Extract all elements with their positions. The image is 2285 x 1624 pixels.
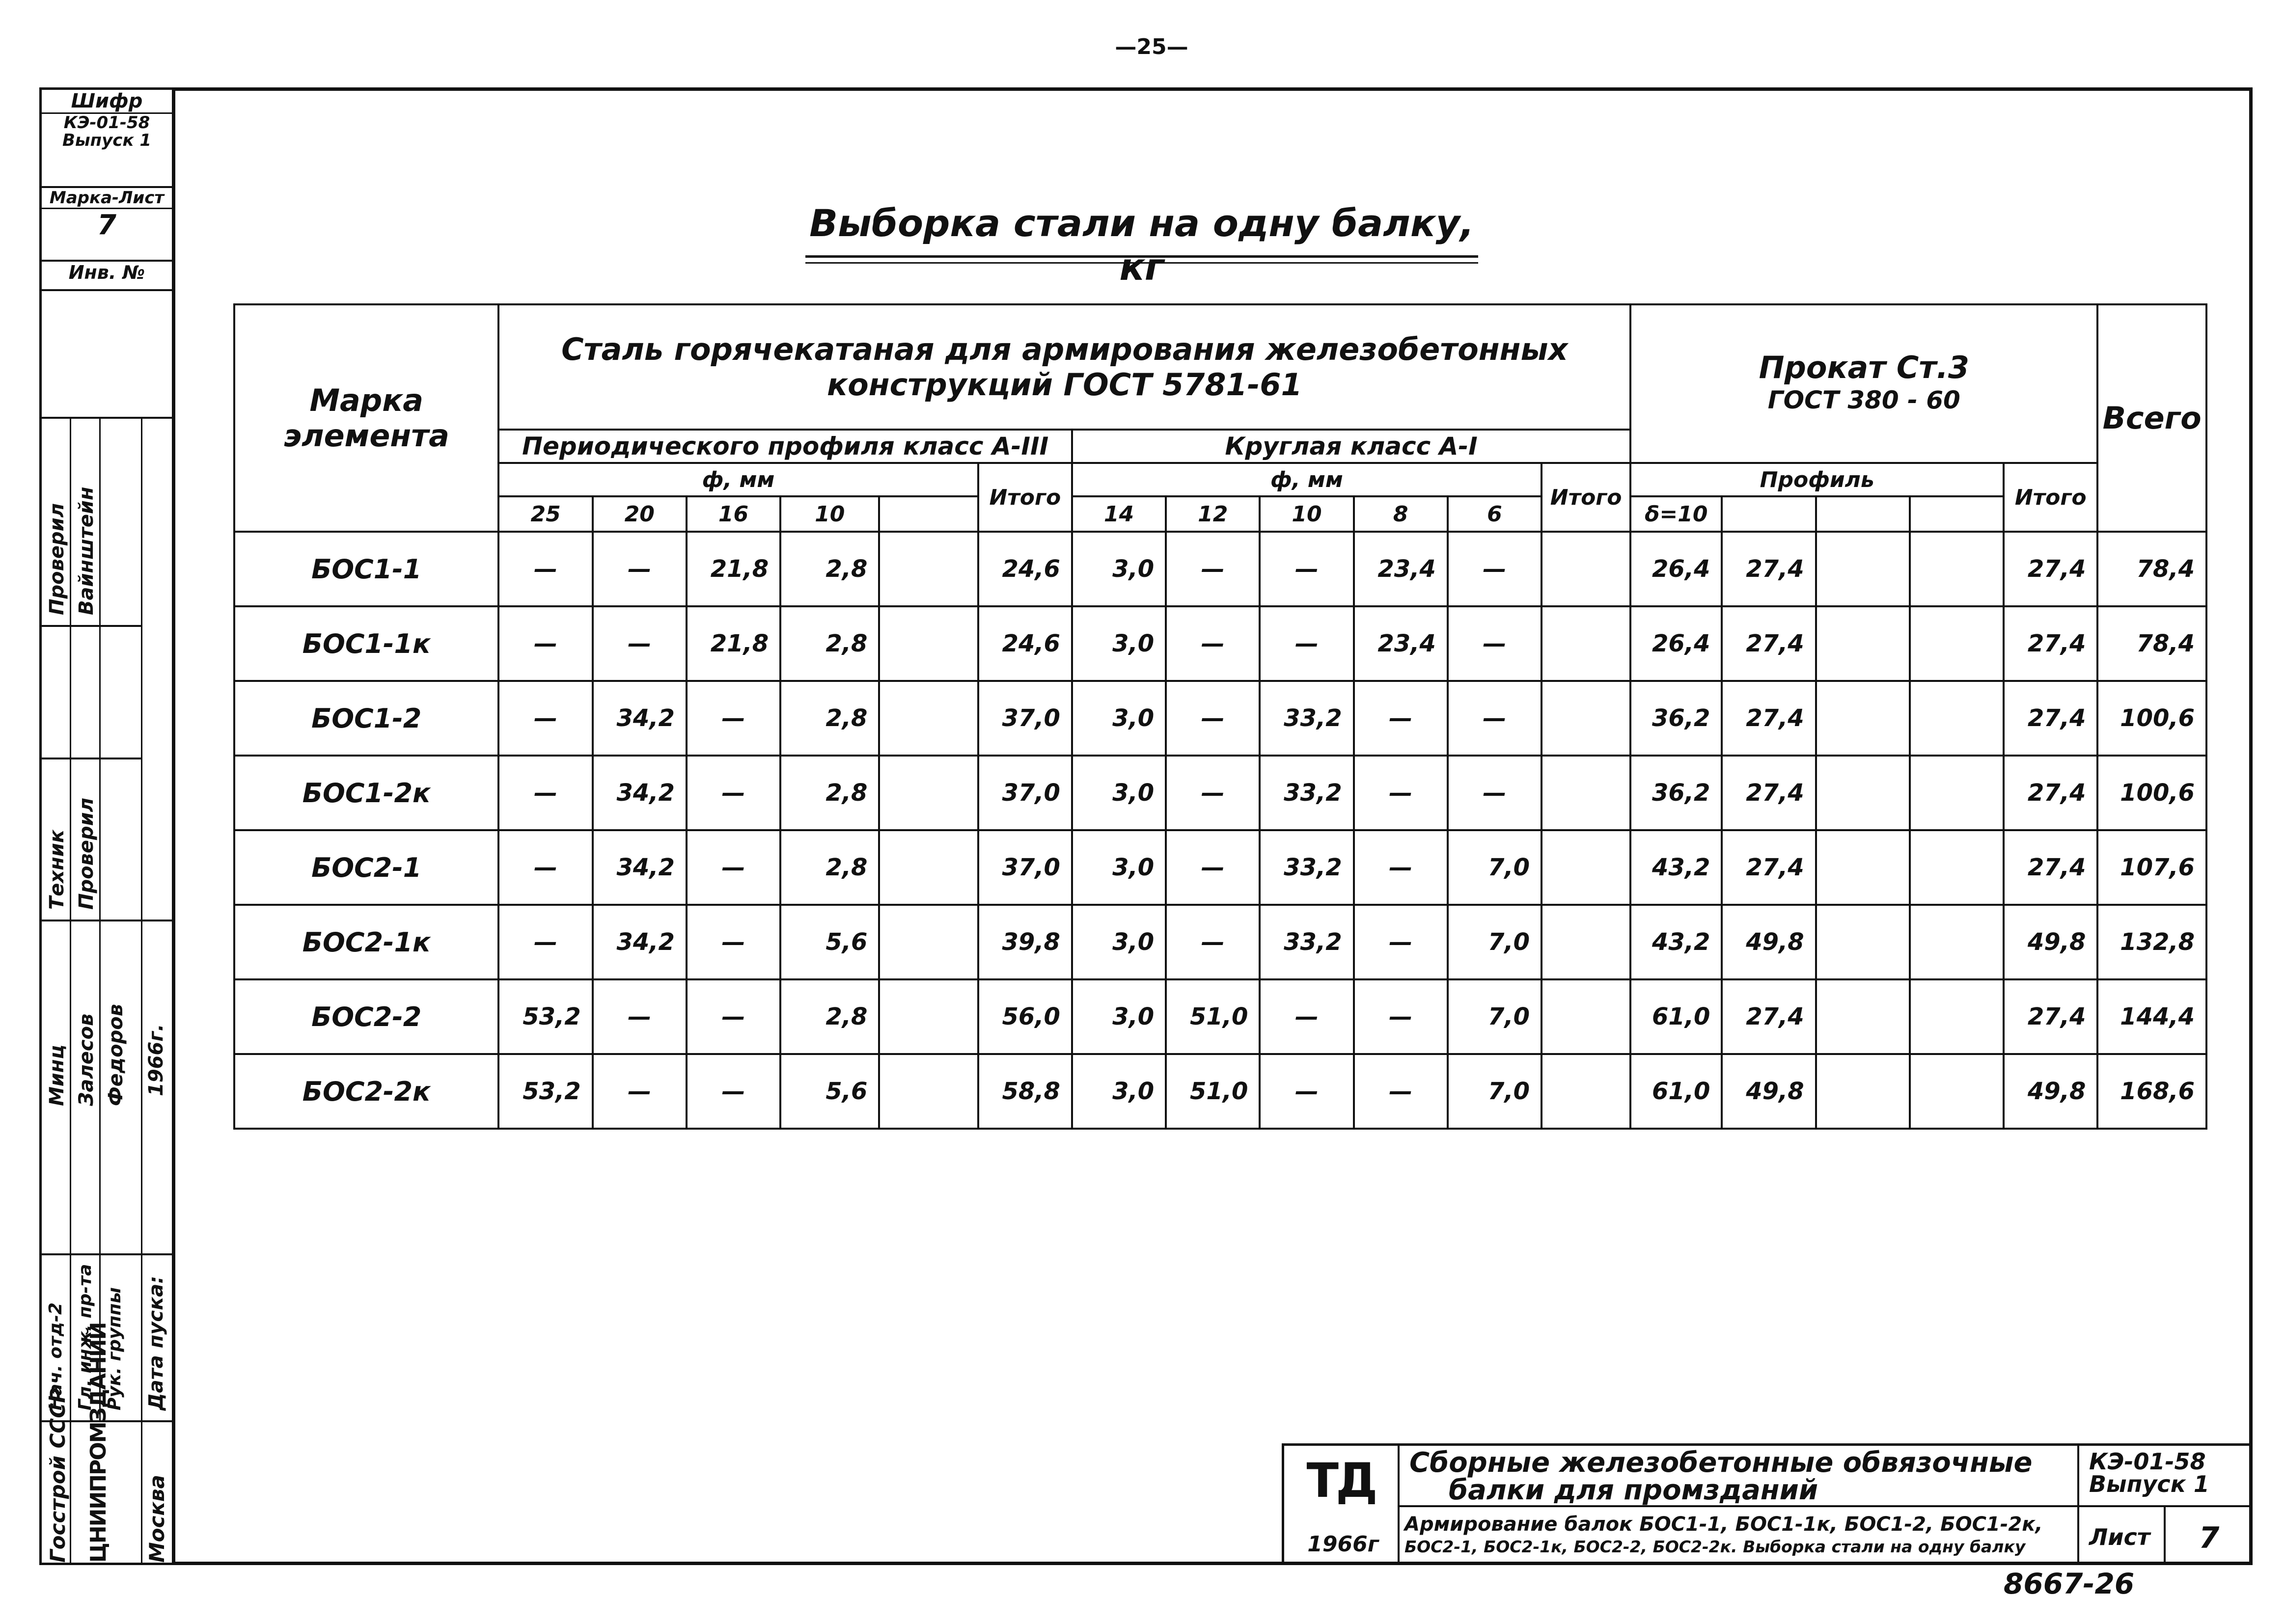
round-value: 3,0 xyxy=(1072,979,1166,1054)
sheet-value: 7 xyxy=(2199,1521,2220,1555)
grand-total: 144,4 xyxy=(2097,979,2206,1054)
prokat-total: 27,4 xyxy=(2004,606,2097,681)
periodic-total: 58,8 xyxy=(978,1054,1072,1129)
prokat-total: 49,8 xyxy=(2004,905,2097,979)
periodic-value: 2,8 xyxy=(780,532,879,606)
grand-total: 78,4 xyxy=(2097,606,2206,681)
profile-col-header: δ=10 xyxy=(1630,496,1722,532)
round-value xyxy=(1542,830,1630,905)
diameter-header: 10 xyxy=(1260,496,1353,532)
round-value: — xyxy=(1260,532,1353,606)
prokat-header-line: ГОСТ 380 - 60 xyxy=(1767,385,1960,414)
left-title-strip xyxy=(39,87,172,1565)
periodic-value: 34,2 xyxy=(593,830,687,905)
prokat-itogo-header: Итого xyxy=(2004,463,2097,532)
code-line: КЭ-01-58 xyxy=(2089,1448,2206,1475)
periodic-value: — xyxy=(593,979,687,1054)
prokat-header xyxy=(1630,304,2097,463)
round-value: — xyxy=(1354,756,1448,830)
mark-sheet-value: 7 xyxy=(97,209,116,241)
periodic-value: — xyxy=(498,756,592,830)
round-value: — xyxy=(1448,532,1542,606)
prokat-total: 27,4 xyxy=(2004,830,2097,905)
table-body xyxy=(234,532,2206,1129)
periodic-value: — xyxy=(687,681,780,756)
periodic-value: 2,8 xyxy=(780,830,879,905)
prokat-value: 27,4 xyxy=(1722,756,1816,830)
round-value xyxy=(1542,1054,1630,1129)
periodic-value: — xyxy=(593,606,687,681)
periodic-value xyxy=(879,532,978,606)
steel-header-line: Сталь горячекатаная для армирования железобетонных xyxy=(561,331,1568,367)
periodic-value xyxy=(879,905,978,979)
periodic-value: — xyxy=(687,1054,780,1129)
title-line: Сборные железобетонные обвязочные xyxy=(1409,1447,2033,1479)
round-value: 3,0 xyxy=(1072,532,1166,606)
prokat-value xyxy=(1816,1054,1910,1129)
element-mark: БОС2-1к xyxy=(234,905,498,979)
round-value: — xyxy=(1166,756,1260,830)
periodic-value: — xyxy=(498,830,592,905)
prokat-value xyxy=(1910,979,2004,1054)
round-value: — xyxy=(1448,681,1542,756)
prokat-header-line: Прокат Ст.3 xyxy=(1759,349,1970,385)
table-row xyxy=(234,1054,2206,1129)
periodic-value: 34,2 xyxy=(593,905,687,979)
periodic-value: 53,2 xyxy=(498,1054,592,1129)
page-number: —25— xyxy=(1115,34,1188,59)
round-value: — xyxy=(1448,756,1542,830)
round-value: 23,4 xyxy=(1354,532,1448,606)
table-row xyxy=(234,681,2206,756)
round-total: 43,2 xyxy=(1630,830,1722,905)
shifr-label: Шифр xyxy=(42,90,172,114)
prokat-total: 27,4 xyxy=(2004,532,2097,606)
subtitle-line: Армирование балок БОС1-1, БОС1-1к, БОС1-2, БОС1-2к, xyxy=(1404,1513,2043,1536)
element-mark: БОС1-1к xyxy=(234,606,498,681)
steel-header xyxy=(498,304,1630,430)
release-date-label: Дата пуска: xyxy=(145,1275,167,1410)
round-value: 7,0 xyxy=(1448,830,1542,905)
prokat-value: 49,8 xyxy=(1722,905,1816,979)
element-mark: БОС1-2к xyxy=(234,756,498,830)
mark-sheet-label: Марка-Лист xyxy=(42,188,172,209)
blank-cell xyxy=(42,291,172,419)
round-value: 3,0 xyxy=(1072,606,1166,681)
periodic-value: — xyxy=(687,830,780,905)
element-mark: БОС1-2 xyxy=(234,681,498,756)
grand-total: 78,4 xyxy=(2097,532,2206,606)
round-total: 26,4 xyxy=(1630,606,1722,681)
periodic-value: 34,2 xyxy=(593,681,687,756)
round-value: 3,0 xyxy=(1072,756,1166,830)
round-value: 3,0 xyxy=(1072,905,1166,979)
round-value: 51,0 xyxy=(1166,979,1260,1054)
profile-col-header xyxy=(1816,496,1910,532)
periodic-value: — xyxy=(498,681,592,756)
periodic-value: — xyxy=(687,979,780,1054)
inv-label: Инв. № xyxy=(42,262,172,291)
table-row xyxy=(234,756,2206,830)
periodic-value: — xyxy=(593,532,687,606)
code-line: Выпуск 1 xyxy=(2089,1471,2209,1497)
periodic-value xyxy=(879,830,978,905)
profile-col-header xyxy=(1722,496,1816,532)
round-header: Круглая класс А-I xyxy=(1072,430,1630,463)
prokat-total: 27,4 xyxy=(2004,979,2097,1054)
periodic-total: 37,0 xyxy=(978,830,1072,905)
prokat-value: 27,4 xyxy=(1722,979,1816,1054)
divider xyxy=(42,920,172,921)
periodic-value xyxy=(879,606,978,681)
round-value: — xyxy=(1354,681,1448,756)
diameter-header: 14 xyxy=(1072,496,1166,532)
periodic-total: 39,8 xyxy=(978,905,1072,979)
grand-total: 107,6 xyxy=(2097,830,2206,905)
round-value: — xyxy=(1260,979,1353,1054)
periodic-value: 5,6 xyxy=(780,905,879,979)
diameter-header: 25 xyxy=(498,496,592,532)
periodic-value: 2,8 xyxy=(780,756,879,830)
title-block-title xyxy=(1400,1443,2077,1507)
round-total: 36,2 xyxy=(1630,681,1722,756)
shifr-cell xyxy=(42,90,172,188)
issue-label: Выпуск 1 xyxy=(62,131,152,150)
divider xyxy=(42,758,142,759)
org-name: ЦНИИПРОМЗДАНИЙ xyxy=(86,1323,111,1563)
periodic-phi-header: ф, мм xyxy=(498,463,978,496)
prokat-value: 27,4 xyxy=(1722,606,1816,681)
periodic-total: 24,6 xyxy=(978,532,1072,606)
round-value: — xyxy=(1166,532,1260,606)
year-text: 1966г. xyxy=(145,1024,167,1096)
periodic-value xyxy=(879,979,978,1054)
prokat-value xyxy=(1910,532,2004,606)
element-mark: БОС2-2к xyxy=(234,1054,498,1129)
divider xyxy=(42,625,142,627)
prokat-total: 27,4 xyxy=(2004,681,2097,756)
prokat-value xyxy=(1910,1054,2004,1129)
periodic-value: — xyxy=(687,756,780,830)
title-block-code xyxy=(2077,1443,2253,1507)
round-value: — xyxy=(1166,606,1260,681)
element-mark: БОС2-1 xyxy=(234,830,498,905)
heading-underline xyxy=(805,262,1478,264)
element-mark: БОС2-2 xyxy=(234,979,498,1054)
round-value: 51,0 xyxy=(1166,1054,1260,1129)
title-block-logo xyxy=(1282,1443,1400,1565)
diameter-header: 10 xyxy=(780,496,879,532)
round-phi-header: ф, мм xyxy=(1072,463,1542,496)
round-value: 3,0 xyxy=(1072,830,1166,905)
prokat-value: 27,4 xyxy=(1722,532,1816,606)
role-text: Проверил xyxy=(46,503,68,615)
prokat-value xyxy=(1816,830,1910,905)
title-block-year: 1966г xyxy=(1307,1532,1379,1557)
diameter-header: 6 xyxy=(1448,496,1542,532)
periodic-itogo-header: Итого xyxy=(978,463,1072,532)
periodic-value: 2,8 xyxy=(780,979,879,1054)
round-value: 7,0 xyxy=(1448,1054,1542,1129)
round-value: — xyxy=(1448,606,1542,681)
subtitle-line: БОС2-1, БОС2-1к, БОС2-2, БОС2-2к. Выборка стали на одну балку xyxy=(1404,1537,2026,1556)
grand-total: 100,6 xyxy=(2097,681,2206,756)
td-logo: ТД xyxy=(1306,1453,1375,1508)
role-text: Техник xyxy=(46,829,68,910)
periodic-value: — xyxy=(593,1054,687,1129)
round-value: — xyxy=(1354,830,1448,905)
prokat-value xyxy=(1816,532,1910,606)
round-value xyxy=(1542,532,1630,606)
round-value: 7,0 xyxy=(1448,979,1542,1054)
round-value: 3,0 xyxy=(1072,1054,1166,1129)
periodic-value: 21,8 xyxy=(687,532,780,606)
prokat-value: 49,8 xyxy=(1722,1054,1816,1129)
role-text: Рук. группы xyxy=(105,1287,125,1410)
sheet-heading: Выборка стали на одну балку, кг xyxy=(809,201,1474,289)
prokat-value xyxy=(1910,681,2004,756)
round-total: 26,4 xyxy=(1630,532,1722,606)
periodic-value: — xyxy=(498,532,592,606)
prokat-value: 27,4 xyxy=(1722,830,1816,905)
mark-header: Марка элемента xyxy=(234,304,498,532)
periodic-value: — xyxy=(687,905,780,979)
round-value: — xyxy=(1166,905,1260,979)
round-value: 33,2 xyxy=(1260,830,1353,905)
periodic-value xyxy=(879,681,978,756)
round-value: 23,4 xyxy=(1354,606,1448,681)
grand-total: 132,8 xyxy=(2097,905,2206,979)
table-row xyxy=(234,606,2206,681)
round-total: 61,0 xyxy=(1630,979,1722,1054)
round-value xyxy=(1542,756,1630,830)
round-total: 36,2 xyxy=(1630,756,1722,830)
table-row xyxy=(234,905,2206,979)
round-value: — xyxy=(1354,905,1448,979)
periodic-total: 37,0 xyxy=(978,681,1072,756)
sheet-label: Лист xyxy=(2077,1507,2166,1565)
round-itogo-header: Итого xyxy=(1542,463,1630,532)
round-value: — xyxy=(1166,681,1260,756)
prokat-value xyxy=(1816,606,1910,681)
round-value xyxy=(1542,905,1630,979)
mark-sheet-cell xyxy=(42,188,172,262)
round-value: 3,0 xyxy=(1072,681,1166,756)
org-name: Госстрой СССР xyxy=(46,1388,70,1563)
city-name: Москва xyxy=(145,1475,169,1563)
archive-number: 8667-26 xyxy=(2004,1567,2135,1597)
round-value xyxy=(1542,681,1630,756)
round-value: — xyxy=(1354,1054,1448,1129)
round-total: 43,2 xyxy=(1630,905,1722,979)
prokat-value xyxy=(1816,979,1910,1054)
periodic-value: 2,8 xyxy=(780,681,879,756)
periodic-header: Периодического профиля класс А-III xyxy=(498,430,1072,463)
diameter-header: 8 xyxy=(1354,496,1448,532)
table-row xyxy=(234,532,2206,606)
periodic-value: 2,8 xyxy=(780,606,879,681)
prokat-value xyxy=(1816,756,1910,830)
periodic-total: 37,0 xyxy=(978,756,1072,830)
element-mark: БОС1-1 xyxy=(234,532,498,606)
periodic-value xyxy=(879,756,978,830)
round-value xyxy=(1542,979,1630,1054)
heading-underline xyxy=(805,255,1478,258)
round-value: 7,0 xyxy=(1448,905,1542,979)
role-text: Нач. отд-2 xyxy=(46,1302,66,1410)
round-value: — xyxy=(1260,606,1353,681)
round-total: 61,0 xyxy=(1630,1054,1722,1129)
prokat-value xyxy=(1816,681,1910,756)
periodic-value xyxy=(879,1054,978,1129)
title-block-subtitle xyxy=(1400,1507,2077,1565)
round-value: 33,2 xyxy=(1260,756,1353,830)
periodic-value: 5,6 xyxy=(780,1054,879,1129)
signature-grid xyxy=(42,419,172,1422)
diameter-header: 12 xyxy=(1166,496,1260,532)
periodic-value: 53,2 xyxy=(498,979,592,1054)
title-line: балки для промзданий xyxy=(1449,1474,1818,1506)
round-value: — xyxy=(1260,1054,1353,1129)
table-row xyxy=(234,979,2206,1054)
role-text: Минц xyxy=(46,1044,68,1106)
prokat-total: 49,8 xyxy=(2004,1054,2097,1129)
prokat-value xyxy=(1910,830,2004,905)
prokat-value xyxy=(1910,905,2004,979)
diameter-header xyxy=(879,496,978,532)
grand-total: 168,6 xyxy=(2097,1054,2206,1129)
name-text: Проверил xyxy=(75,798,98,910)
total-header: Всего xyxy=(2097,304,2206,532)
diameter-header: 16 xyxy=(687,496,780,532)
grand-total: 100,6 xyxy=(2097,756,2206,830)
role-text: Гл. инж. пр-та xyxy=(75,1264,95,1410)
prokat-total: 27,4 xyxy=(2004,756,2097,830)
round-value: — xyxy=(1354,979,1448,1054)
name-text: Вайнштейн xyxy=(75,487,98,615)
table-row xyxy=(234,830,2206,905)
round-value: 33,2 xyxy=(1260,905,1353,979)
periodic-value: 34,2 xyxy=(593,756,687,830)
shifr-value: КЭ-01-58 xyxy=(63,113,150,133)
prokat-value xyxy=(1910,756,2004,830)
round-value xyxy=(1542,606,1630,681)
periodic-value: — xyxy=(498,606,592,681)
prokat-value: 27,4 xyxy=(1722,681,1816,756)
periodic-value: — xyxy=(498,905,592,979)
round-value: — xyxy=(1166,830,1260,905)
periodic-total: 24,6 xyxy=(978,606,1072,681)
periodic-value: 21,8 xyxy=(687,606,780,681)
steel-header-line: конструкций ГОСТ 5781-61 xyxy=(827,366,1302,403)
profile-header: Профиль xyxy=(1630,463,2004,496)
steel-selection-table xyxy=(233,303,2207,1130)
divider xyxy=(42,1253,172,1255)
name-text: Залесов xyxy=(75,1013,98,1106)
prokat-value xyxy=(1910,606,2004,681)
round-value: 33,2 xyxy=(1260,681,1353,756)
name-text: Федоров xyxy=(105,1003,127,1106)
periodic-total: 56,0 xyxy=(978,979,1072,1054)
diameter-header: 20 xyxy=(593,496,687,532)
prokat-value xyxy=(1816,905,1910,979)
